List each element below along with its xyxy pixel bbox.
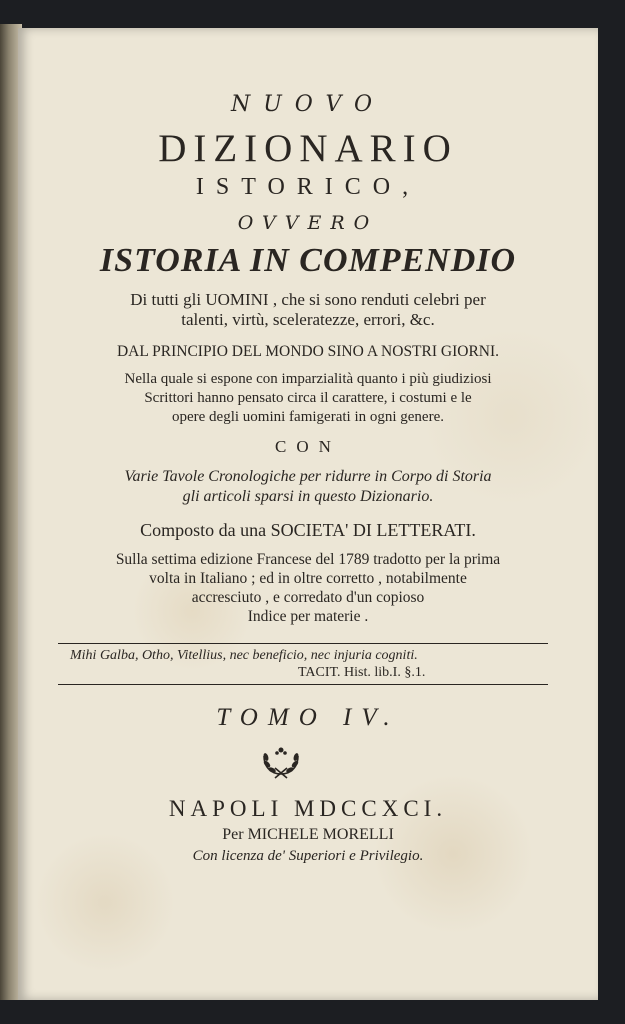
epigraph-bottom-rule <box>58 684 548 685</box>
epigraph-citation: TACIT. Hist. lib.I. §.1. <box>298 665 426 680</box>
title-istoria-in-compendio: ISTORIA IN COMPENDIO <box>99 242 517 279</box>
composto-line: Composto da una SOCIETA' DI LETTERATI. <box>140 520 476 540</box>
laurel-wreath-icon <box>258 744 304 780</box>
title-dizionario: DIZIONARIO <box>158 127 458 170</box>
epigraph-quote: Mihi Galba, Otho, Vitellius, nec beneficio, nec injuria cogniti. <box>70 648 418 663</box>
varie-line-2: gli articoli sparsi in questo Dizionario. <box>182 488 434 505</box>
epigraph-top-rule <box>58 643 548 644</box>
volume-number: TOMO IV. <box>216 704 400 731</box>
edition-line-4: Indice per materie . <box>247 608 369 625</box>
description-line-2: Scrittori hanno pensato circa il carattere, i costumi e le <box>144 390 472 406</box>
edition-line-1: Sulla settima edizione Francese del 1789 tradotto per la prima <box>115 551 501 568</box>
con-heading: CON <box>275 437 341 456</box>
edition-line-3: accresciuto , e corredato d'un copioso <box>191 589 425 606</box>
description-line-1: Nella quale si espone con imparzialità quanto i più giudiziosi <box>124 371 492 387</box>
license-line: Con licenza de' Superiori e Privilegio. <box>192 848 424 864</box>
subtitle-line-1: Di tutti gli UOMINI , che si sono renduti celebri per <box>130 290 486 309</box>
dal-principio-line: DAL PRINCIPIO DEL MONDO SINO A NOSTRI GIORNI. <box>116 343 500 360</box>
subtitle-line-2: talenti, virtù, sceleratezze, errori, &c. <box>181 310 435 329</box>
imprint-place-date: NAPOLI MDCCXCI. <box>168 796 448 821</box>
title-ovvero: OVVERO <box>237 212 379 234</box>
printer-line: Per MICHELE MORELLI <box>222 826 394 843</box>
title-nuovo: NUOVO <box>231 92 385 117</box>
title-istorico: ISTORICO, <box>195 174 421 200</box>
edition-line-2: volta in Italiano ; ed in oltre corretto , notabilmente <box>149 570 467 587</box>
title-page <box>18 28 598 1000</box>
varie-line-1: Varie Tavole Cronologiche per ridurre in Corpo di Storia <box>124 468 492 485</box>
description-line-3: opere degli uomini famigerati in ogni genere. <box>172 409 444 425</box>
